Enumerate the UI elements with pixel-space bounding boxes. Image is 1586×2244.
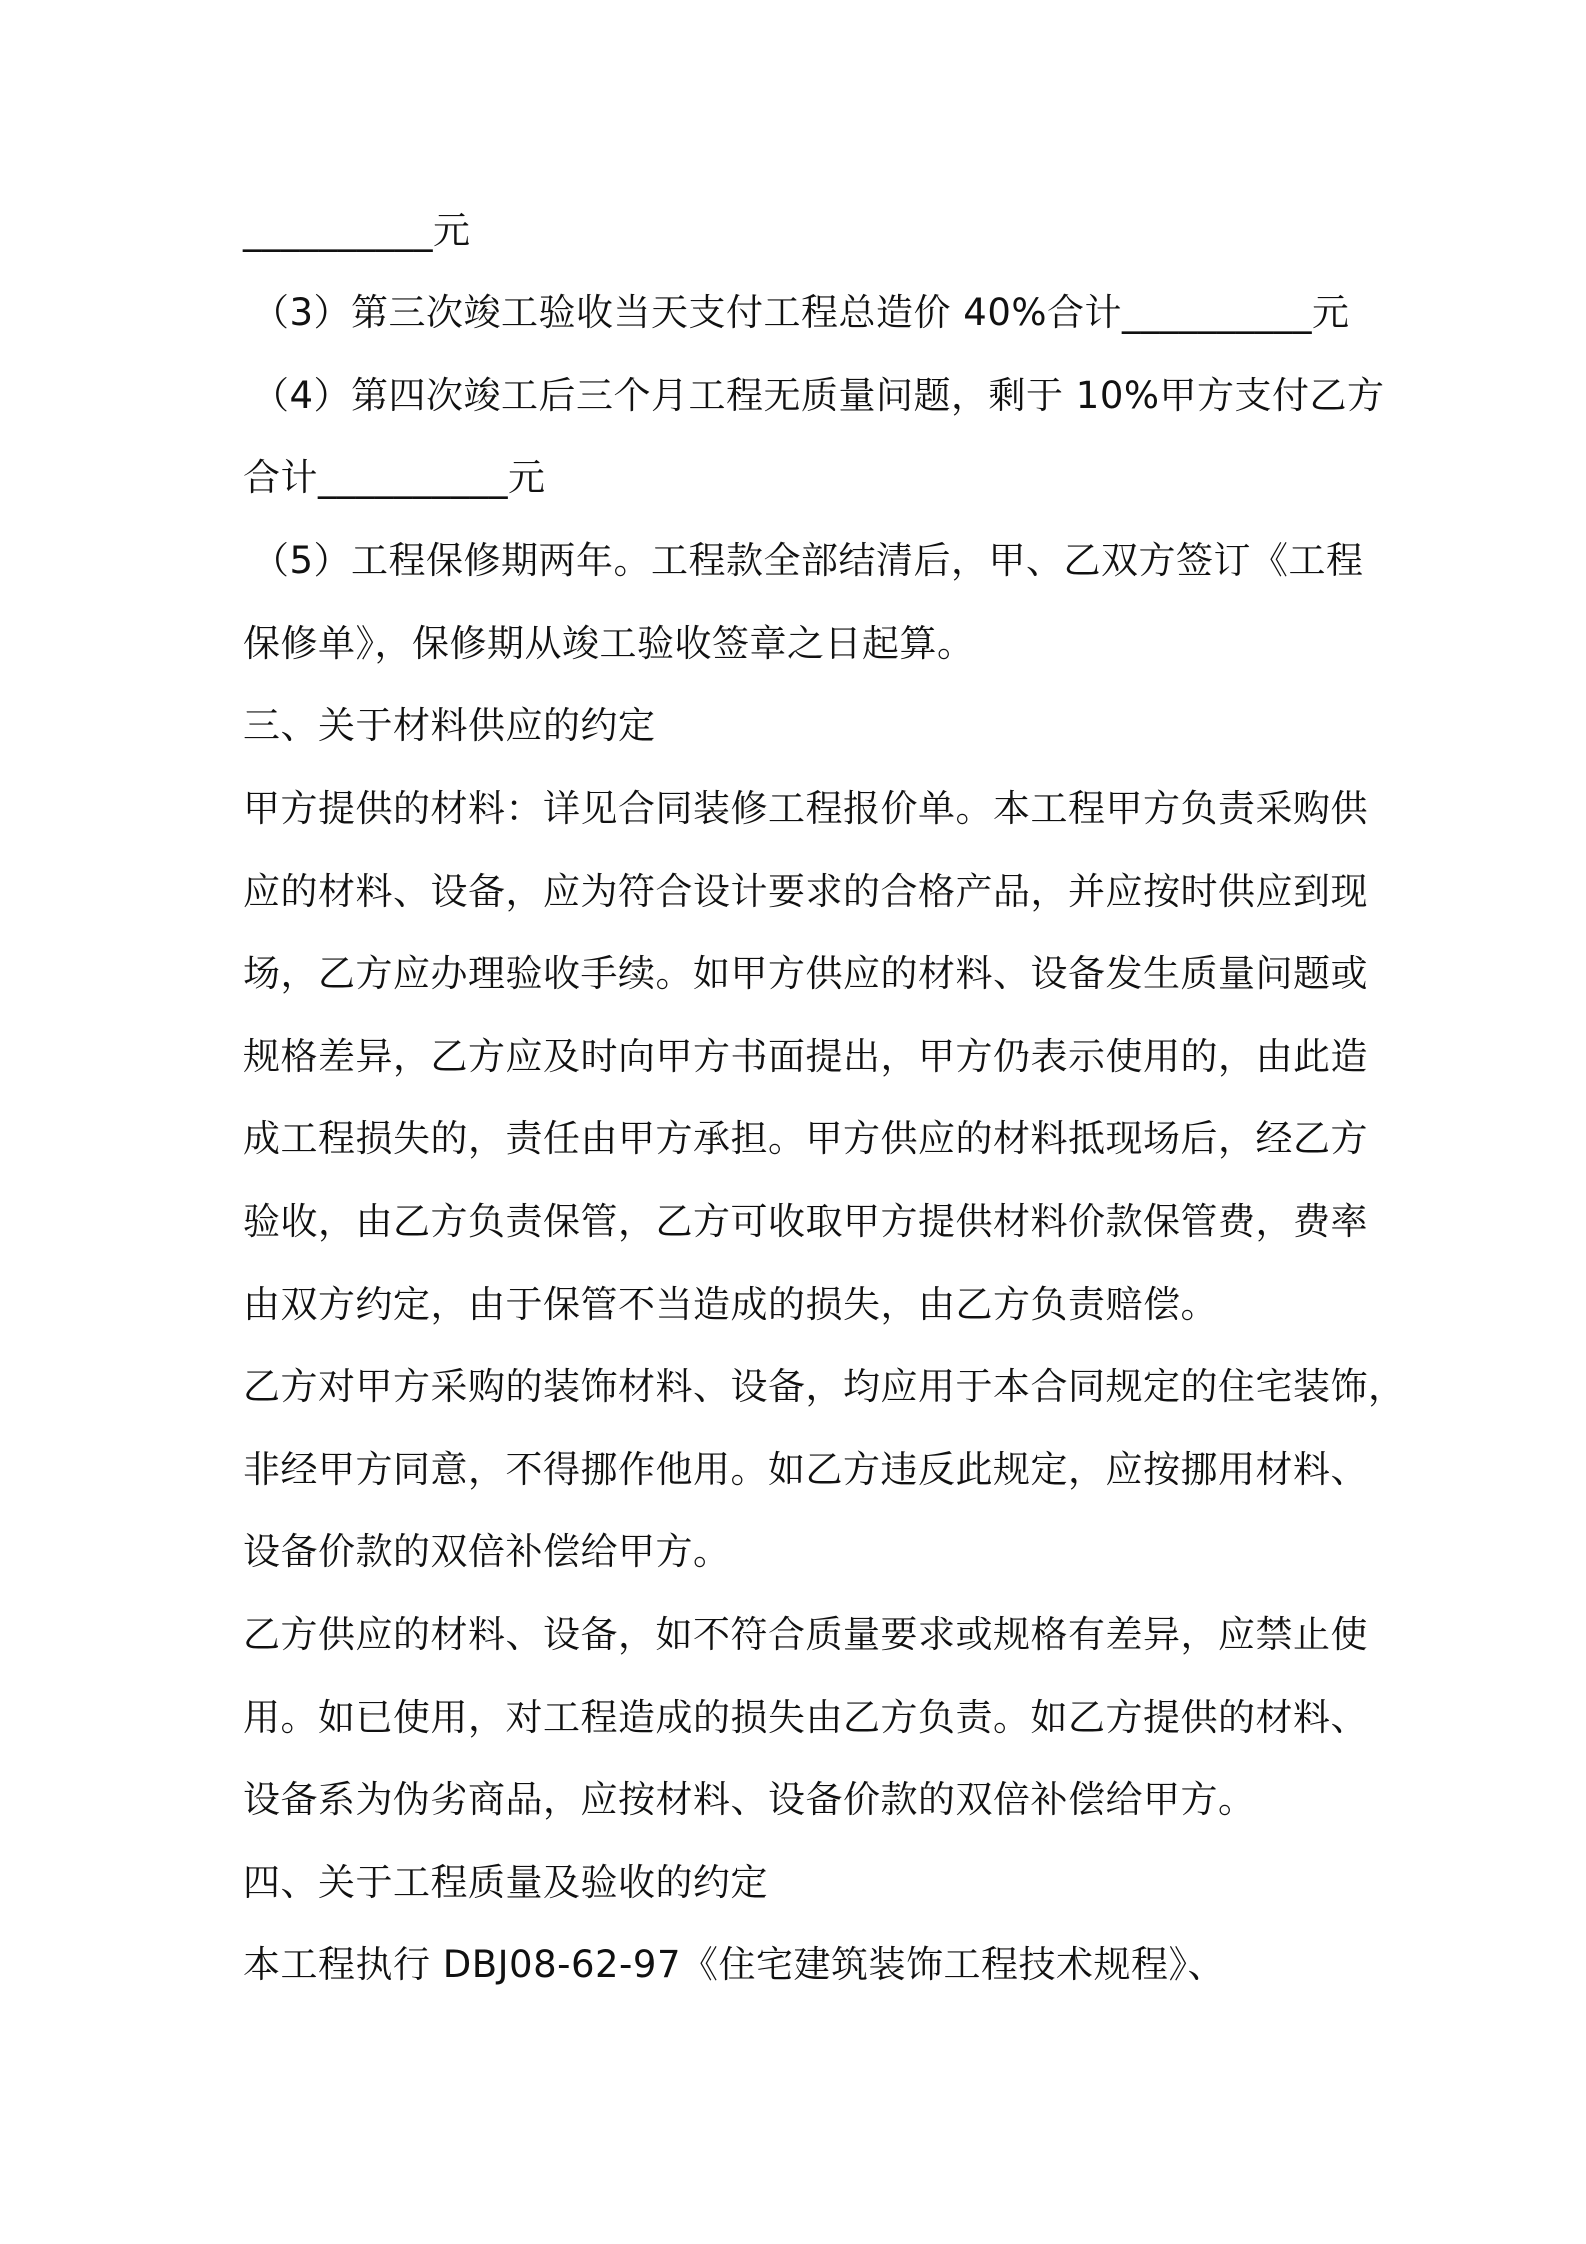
paragraph-line: 用。如已使用，对工程造成的损失由乙方负责。如乙方提供的材料、 [243,1696,1368,1739]
paragraph-line: 本工程执行 DBJ08-62-97《住宅建筑装饰工程技术规程》、 [243,1943,1225,1986]
paragraph-line: 甲方提供的材料：详见合同装修工程报价单。本工程甲方负责采购供 [243,787,1368,830]
section-heading-quality: 四、关于工程质量及验收的约定 [243,1861,768,1904]
paragraph-line: 设备系为伪劣商品，应按材料、设备价款的双倍补偿给甲方。 [243,1778,1256,1821]
paragraph-line: 应的材料、设备，应为符合设计要求的合格产品，并应按时供应到现 [243,870,1368,913]
paragraph-line: 规格差异，乙方应及时向甲方书面提出，甲方仍表示使用的，由此造 [243,1035,1368,1078]
payment-line-blank: __________元 [243,209,471,252]
paragraph-line: 场，乙方应办理验收手续。如甲方供应的材料、设备发生质量问题或 [243,952,1368,995]
paragraph-line: 成工程损失的，责任由甲方承担。甲方供应的材料抵现场后，经乙方 [243,1117,1368,1160]
paragraph-line: 设备价款的双倍补偿给甲方。 [243,1530,731,1573]
warranty-item-5: （5）工程保修期两年。工程款全部结清后，甲、乙双方签订《工程 [252,539,1364,582]
paragraph-line: 乙方供应的材料、设备，如不符合质量要求或规格有差异，应禁止使 [243,1613,1368,1656]
payment-item-4: （4）第四次竣工后三个月工程无质量问题，剩于 10%甲方支付乙方 [252,374,1385,417]
section-heading-materials: 三、关于材料供应的约定 [243,704,656,747]
payment-item-4-cont: 合计__________元 [243,456,546,499]
paragraph-line: 乙方对甲方采购的装饰材料、设备，均应用于本合同规定的住宅装饰， [243,1365,1406,1408]
warranty-item-5-cont: 保修单》，保修期从竣工验收签章之日起算。 [243,622,975,665]
payment-item-3: （3）第三次竣工验收当天支付工程总造价 40%合计__________元 [252,291,1350,334]
paragraph-line: 非经甲方同意，不得挪作他用。如乙方违反此规定，应按挪用材料、 [243,1448,1368,1491]
paragraph-line: 由双方约定，由于保管不当造成的损失，由乙方负责赔偿。 [243,1283,1218,1326]
paragraph-line: 验收，由乙方负责保管，乙方可收取甲方提供材料价款保管费，费率 [243,1200,1368,1243]
